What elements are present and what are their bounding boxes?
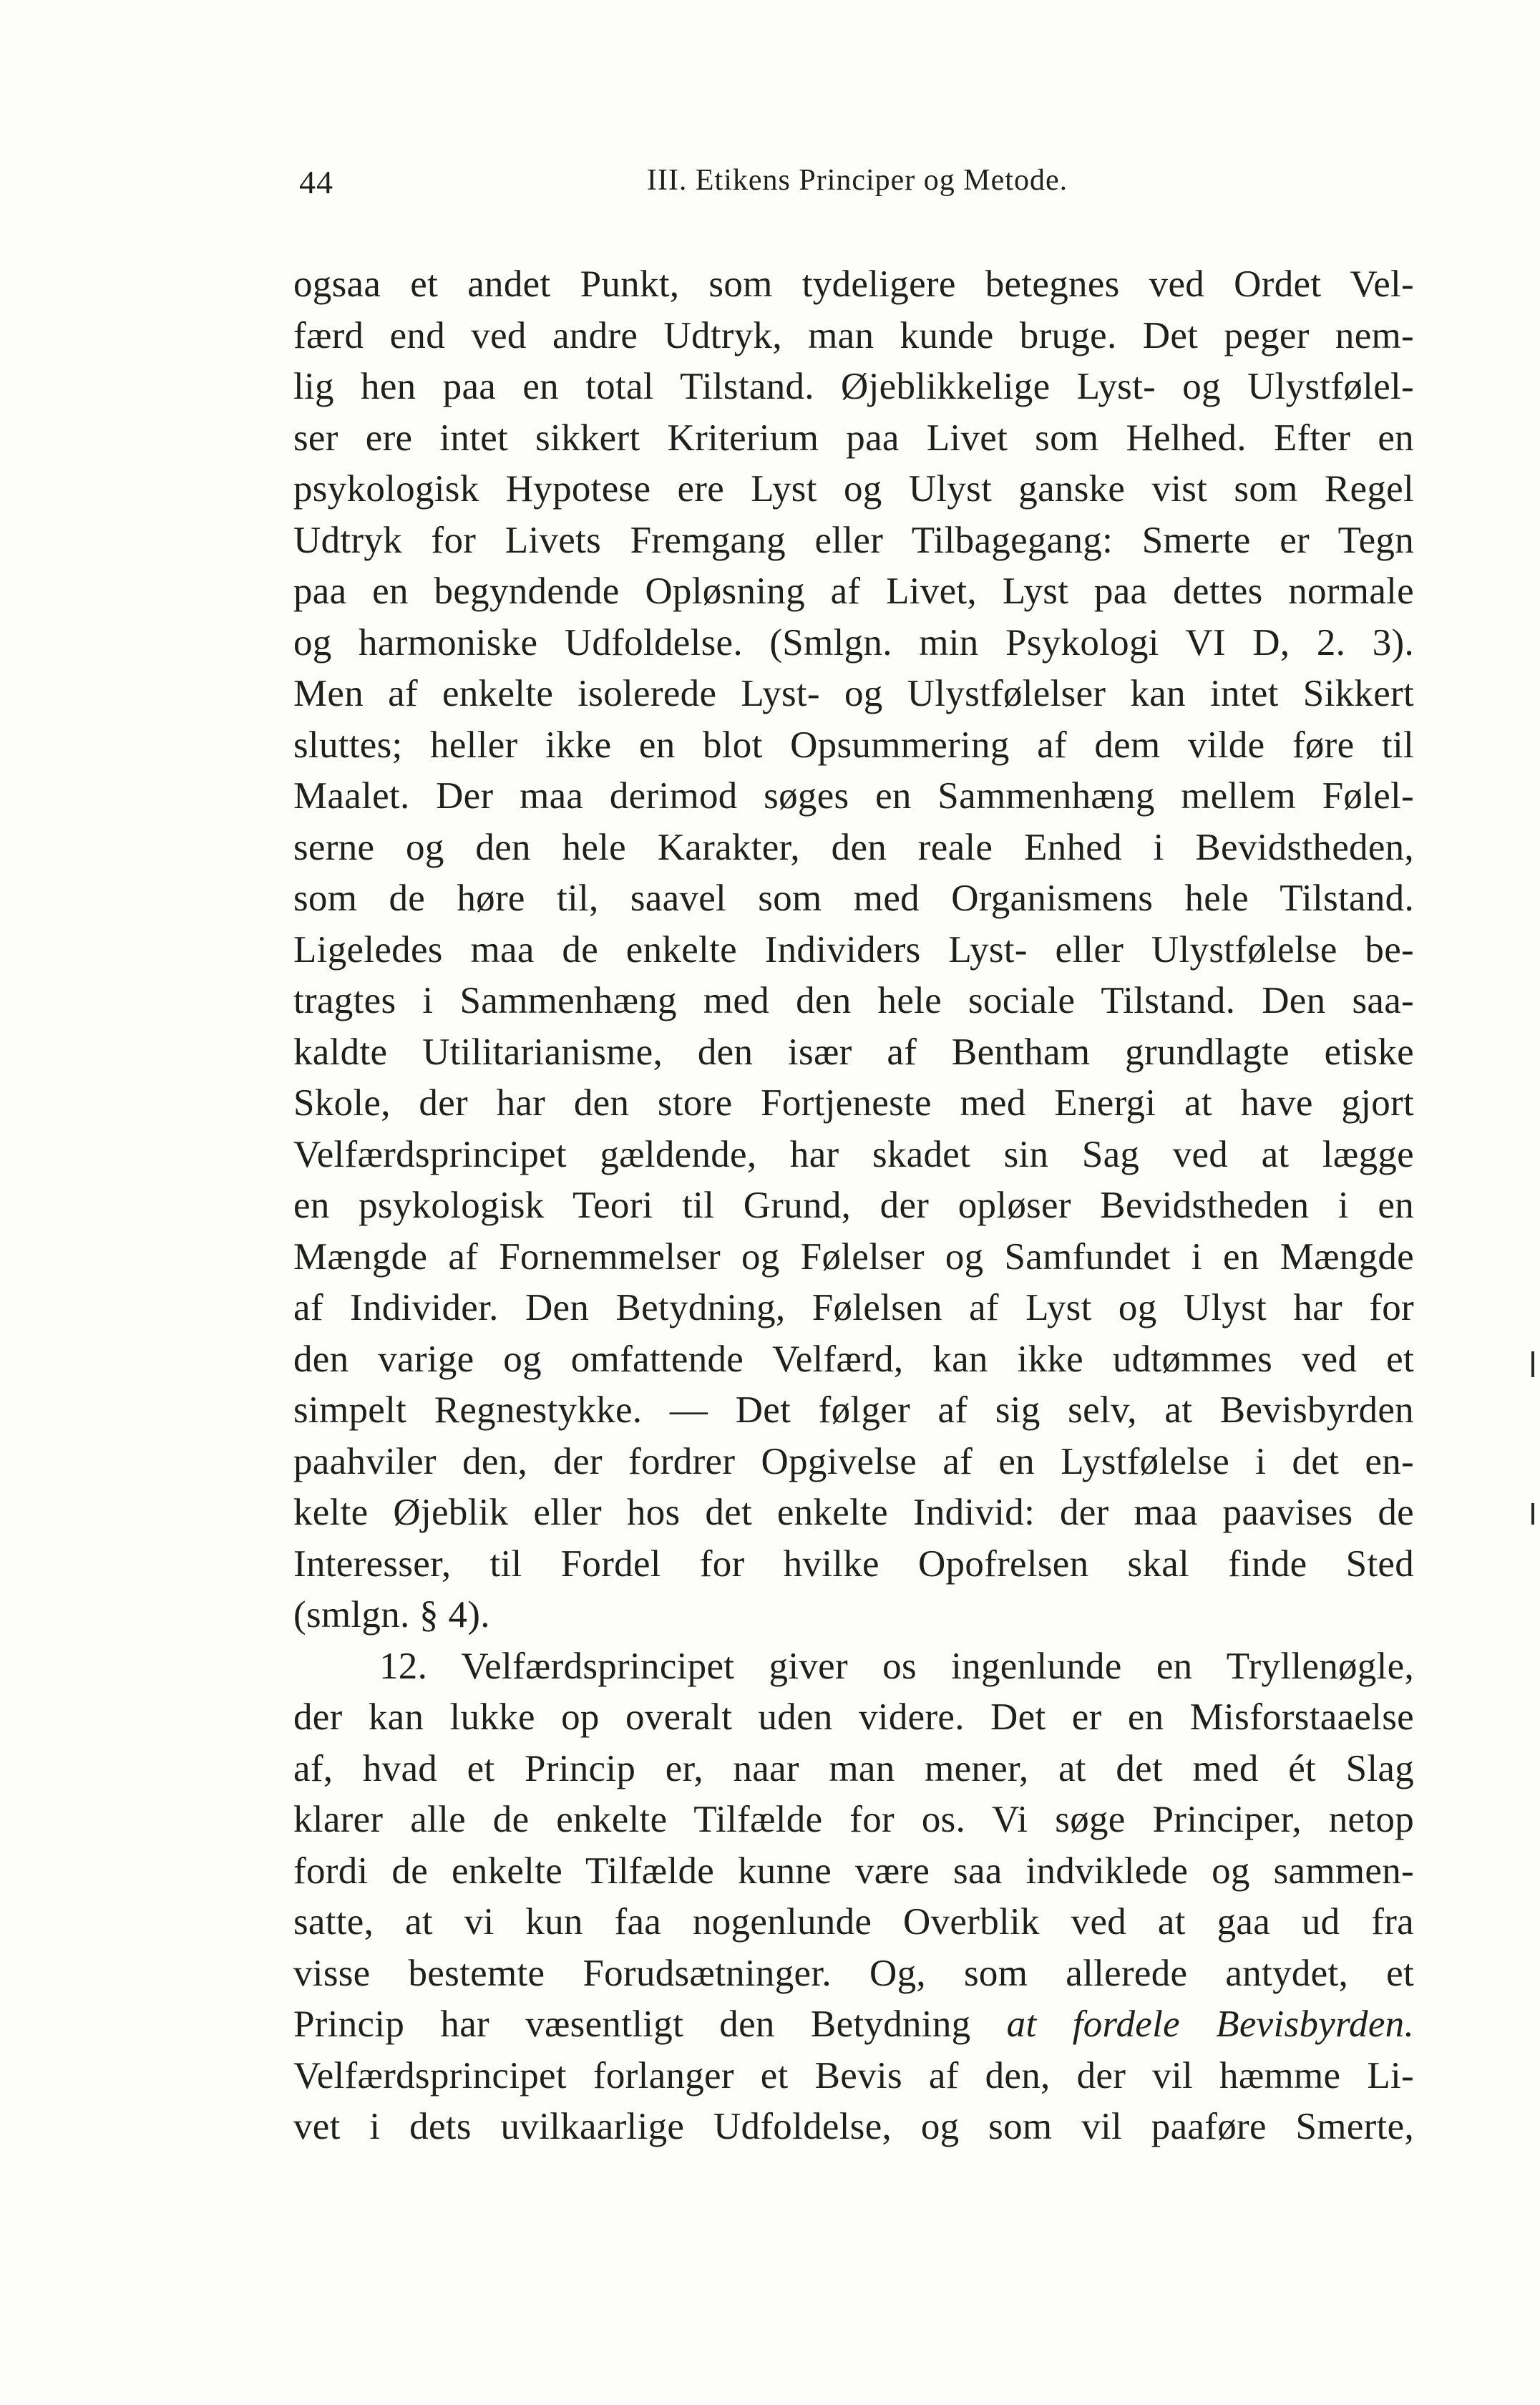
text-line: satte, at vi kun faa nogenlunde Overblik ved at gaa ud fra [293, 1901, 1414, 1943]
body-text [293, 259, 1414, 2153]
line-text: Princip har væsentligt den Betydning [293, 2003, 1007, 2045]
text-line: Maalet. Der maa derimod søges en Sammenhæng mellem Følel- [293, 775, 1414, 817]
text-line: Velfærdsprincipet forlanger et Bevis af den, der vil hæmme Li- [293, 2054, 1414, 2097]
page-header [299, 163, 1415, 213]
text-line: Velfærdsprincipet gældende, har skadet sin Sag ved at lægge [293, 1133, 1414, 1175]
scan-edge-mark [1531, 1503, 1534, 1525]
text-line: klarer alle de enkelte Tilfælde for os. Vi søge Principer, netop [293, 1799, 1414, 1840]
text-line: vet i dets uvilkaarlige Udfoldelse, og som vil paaføre Smerte, [293, 2106, 1414, 2147]
text-line-italic-phrase [293, 1999, 1414, 2051]
text-line: den varige og omfattende Velfærd, kan ikke udtømmes ved et [293, 1338, 1414, 1380]
text-line: ser ere intet sikkert Kriterium paa Livet som Helhed. Efter en [293, 417, 1414, 459]
text-line: Udtryk for Livets Fremgang eller Tilbagegang: Smerte er Tegn [293, 519, 1414, 561]
text-line: af Individer. Den Betydning, Følelsen af Lyst og Ulyst har for [293, 1287, 1414, 1328]
text-line: der kan lukke op overalt uden videre. Det er en Misforstaaelse [293, 1696, 1414, 1738]
text-line: en psykologisk Teori til Grund, der opløser Bevidstheden i en [293, 1185, 1414, 1226]
text-line: visse bestemte Forudsætninger. Og, som allerede antydet, et [293, 1952, 1414, 1994]
text-line: som de høre til, saavel som med Organismens hele Tilstand. [293, 878, 1414, 919]
text-line: Men af enkelte isolerede Lyst- og Ulystfølelser kan intet Sikkert [293, 673, 1414, 714]
text-line: ogsaa et andet Punkt, som tydeligere betegnes ved Ordet Vel- [293, 263, 1414, 305]
text-line: paahviler den, der fordrer Opgivelse af en Lystfølelse i det en- [293, 1440, 1414, 1482]
text-line: paa en begyndende Opløsning af Livet, Lyst paa dettes normale [293, 570, 1414, 612]
text-line: psykologisk Hypotese ere Lyst og Ulyst ganske vist som Regel [293, 468, 1414, 510]
italic-phrase: at fordele Bevisbyrden. [1006, 2003, 1414, 2045]
text-line: (smlgn. § 4). [293, 1594, 490, 1636]
text-line: færd end ved andre Udtryk, man kunde bruge. Det peger nem- [293, 314, 1414, 356]
page-number: 44 [299, 164, 333, 200]
text-line: kaldte Utilitarianisme, den især af Bentham grundlagte etiske [293, 1031, 1414, 1073]
running-head: III. Etikens Principer og Metode. [646, 164, 1068, 197]
text-line: og harmoniske Udfoldelse. (Smlgn. min Psykologi VI D, 2. 3). [293, 621, 1414, 664]
text-line: Interesser, til Fordel for hvilke Opofrelsen skal finde Sted [293, 1542, 1414, 1585]
text-line: Mængde af Fornemmelser og Følelser og Samfundet i en Mængde [293, 1235, 1414, 1278]
text-line: kelte Øjeblik eller hos det enkelte Individ: der maa paavises de [293, 1492, 1414, 1533]
text-line: tragtes i Sammenhæng med den hele sociale Tilstand. Den saa- [293, 980, 1414, 1021]
text-line: fordi de enkelte Tilfælde kunne være saa indviklede og sammen- [293, 1850, 1414, 1892]
text-line: lig hen paa en total Tilstand. Øjeblikkelige Lyst- og Ulystfølel- [293, 366, 1414, 407]
text-line: serne og den hele Karakter, den reale Enhed i Bevidstheden, [293, 826, 1414, 868]
text-line: simpelt Regnestykke. — Det følger af sig selv, at Bevisbyrden [293, 1389, 1414, 1431]
text-line: af, hvad et Princip er, naar man mener, at det med ét Slag [293, 1747, 1414, 1789]
text-line: Ligeledes maa de enkelte Individers Lyst- eller Ulystfølelse be- [293, 928, 1414, 971]
text-line: sluttes; heller ikke en blot Opsummering af dem vilde føre til [293, 724, 1414, 766]
text-line: Skole, der har den store Fortjeneste med Energi at have gjort [293, 1082, 1414, 1124]
text-line: 12. Velfærdsprincipet giver os ingenlunde en Tryllenøgle, [379, 1645, 1414, 1687]
scan-edge-mark [1531, 1351, 1534, 1377]
